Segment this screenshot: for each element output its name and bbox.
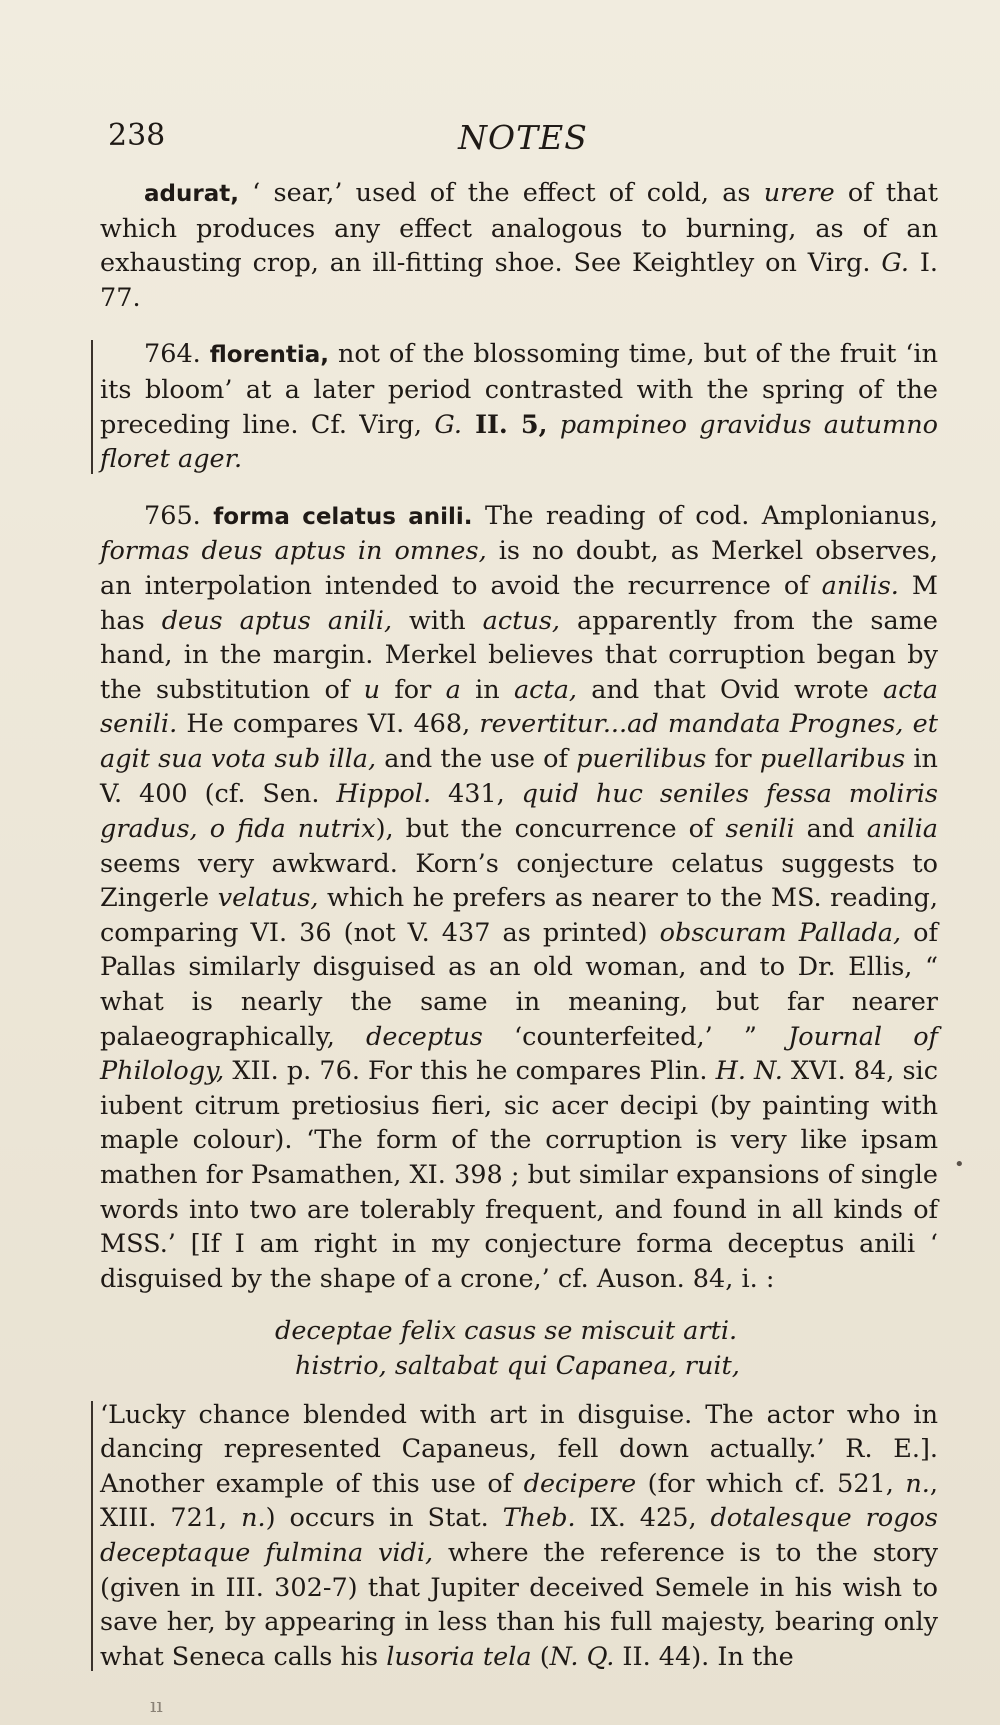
verse-line: histrio, saltabat qui Capanea, ruit, <box>295 1351 740 1381</box>
margin-mark: • <box>954 1154 965 1175</box>
page-header <box>108 118 938 162</box>
note-764: 764. florentia, not of the blossoming time, but of the fruit ‘in its bloom’ at a later period contrasted with the spring of the preceding line. Cf. Virg, G. II. 5, pampineo gravidus autumno floret ager. <box>100 337 938 476</box>
lemma: forma celatus anili. <box>213 503 473 530</box>
page-number: 238 <box>108 118 166 153</box>
bottom-mark: ıı <box>150 1693 163 1717</box>
note-765-continued: ‘Lucky chance blended with art in disguise. The actor who in dancing represented Capaneus, fell down actually.’ R. E.]. Another example of this use of decipere (for which cf. 521, n., XIII. 721, n.) occurs in Stat. Theb. IX. 425, dotalesque rogos deceptaque fulmina vidi, where the reference is to the story (given in III. 302-7) that Jupiter deceived Semele in his wish to save her, by appearing in less than his full majesty, bearing only what Seneca calls his lusoria tela (N. Q. II. 44). In the <box>100 1398 938 1675</box>
note-765: 765. forma celatus anili. The reading of cod. Amplonianus, formas deus aptus in omnes, is no doubt, as Merkel observes, an interpolation intended to avoid the recurrence of anilis. M has deus aptus anili, with actus, apparently from the same hand, in the margin. Merkel believes that corruption began by the substitution of u for a in acta, and that Ovid wrote acta senili. He compares VI. 468, revertitur...ad mandata Prognes, et agit sua vota sub illa, and the use of puerilibus for puellaribus in V. 400 (cf. Sen. Hippol. 431, quid huc seniles fessa moliris gradus, o fida nutrix), but the concurrence of senili and anilia seems very awkward. Korn’s conjecture celatus suggests to Zingerle velatus, which he prefers as nearer to the MS. reading, comparing VI. 36 (not V. 437 as printed) obscuram Pallada, of Pallas similarly disguised as an old woman, and to Dr. Ellis, “ what is nearly the same in meaning, but far nearer palaeographically, deceptus ‘counterfeited,’ ” Journal of Philology, XII. p. 76. For this he compares Plin. H. N. XVI. 84, sic iubent citrum pretiosius fieri, sic acer decipi (by painting with maple colour). ‘The form of the corruption is very like ipsam mathen for Psamathen, XI. 398 ; but similar expansions of single words into two are tolerably frequent, and found in all kinds of MSS.’ [If I am right in my conjecture forma deceptus anili ‘ disguised by the shape of a crone,’ cf. Auson. 84, i. : <box>100 500 939 1294</box>
notes-body <box>100 176 938 1674</box>
verse-line: deceptae felix casus se miscuit arti. <box>275 1316 738 1347</box>
running-title: NOTES <box>458 118 588 157</box>
lemma: adurat, <box>144 181 239 207</box>
note-adurat: adurat, ‘ sear,’ used of the effect of cold, as urere of that which produces any effect analogous to burning, as of an exhausting crop, an ill-fitting shoe. See Keightley on Virg. G. I. 77. <box>100 178 938 313</box>
verse-quotation <box>100 1314 938 1383</box>
lemma: florentia, <box>209 342 330 369</box>
